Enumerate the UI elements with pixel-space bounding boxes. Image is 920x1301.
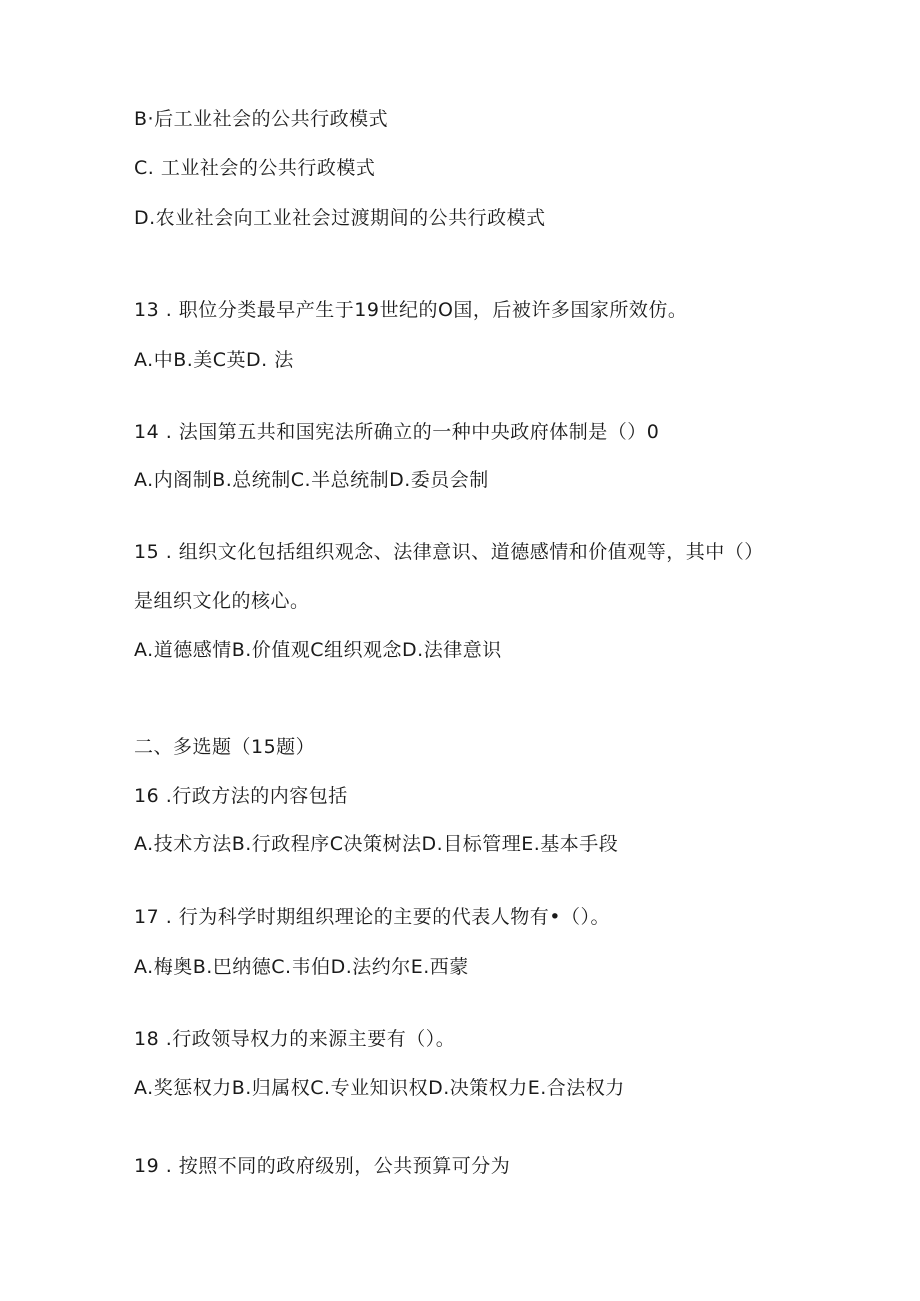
question-18: 18 .行政领导权力的来源主要有（）。 (134, 1028, 456, 1050)
options-q17: A.梅奥B.巴纳德C.韦伯D.法约尔E.西蒙 (134, 956, 469, 978)
question-17: 17 . 行为科学时期组织理论的主要的代表人物有•（）。 (134, 906, 611, 928)
option-d-q12: D.农业社会向工业社会过渡期间的公共行政模式 (134, 207, 546, 229)
options-q18: A.奖惩权力B.归属权C.专业知识权D.决策权力E.合法权力 (134, 1077, 625, 1099)
options-q15: A.道德感情B.价值观C组织观念D.法律意识 (134, 639, 502, 661)
options-q13: A.中B.美C英D. 法 (134, 349, 294, 371)
question-14: 14 . 法国第五共和国宪法所确立的一种中央政府体制是（）0 (134, 421, 660, 443)
option-b-q12: B·后工业社会的公共行政模式 (134, 108, 389, 130)
question-15: 15 . 组织文化包括组织观念、法律意识、道德感情和价值观等，其中（） (134, 541, 764, 563)
question-16: 16 .行政方法的内容包括 (134, 785, 348, 807)
section-heading: 二、多选题（15题） (134, 736, 316, 758)
question-13: 13 . 职位分类最早产生于19世纪的O国，后被许多国家所效仿。 (134, 299, 688, 321)
question-19: 19 . 按照不同的政府级别，公共预算可分为 (134, 1155, 511, 1177)
question-15-cont: 是组织文化的核心。 (134, 590, 310, 612)
options-q14: A.内阁制B.总统制C.半总统制D.委员会制 (134, 469, 489, 491)
option-c-q12: C. 工业社会的公共行政模式 (134, 157, 376, 179)
options-q16: A.技术方法B.行政程序C决策树法D.目标管理E.基本手段 (134, 833, 619, 855)
